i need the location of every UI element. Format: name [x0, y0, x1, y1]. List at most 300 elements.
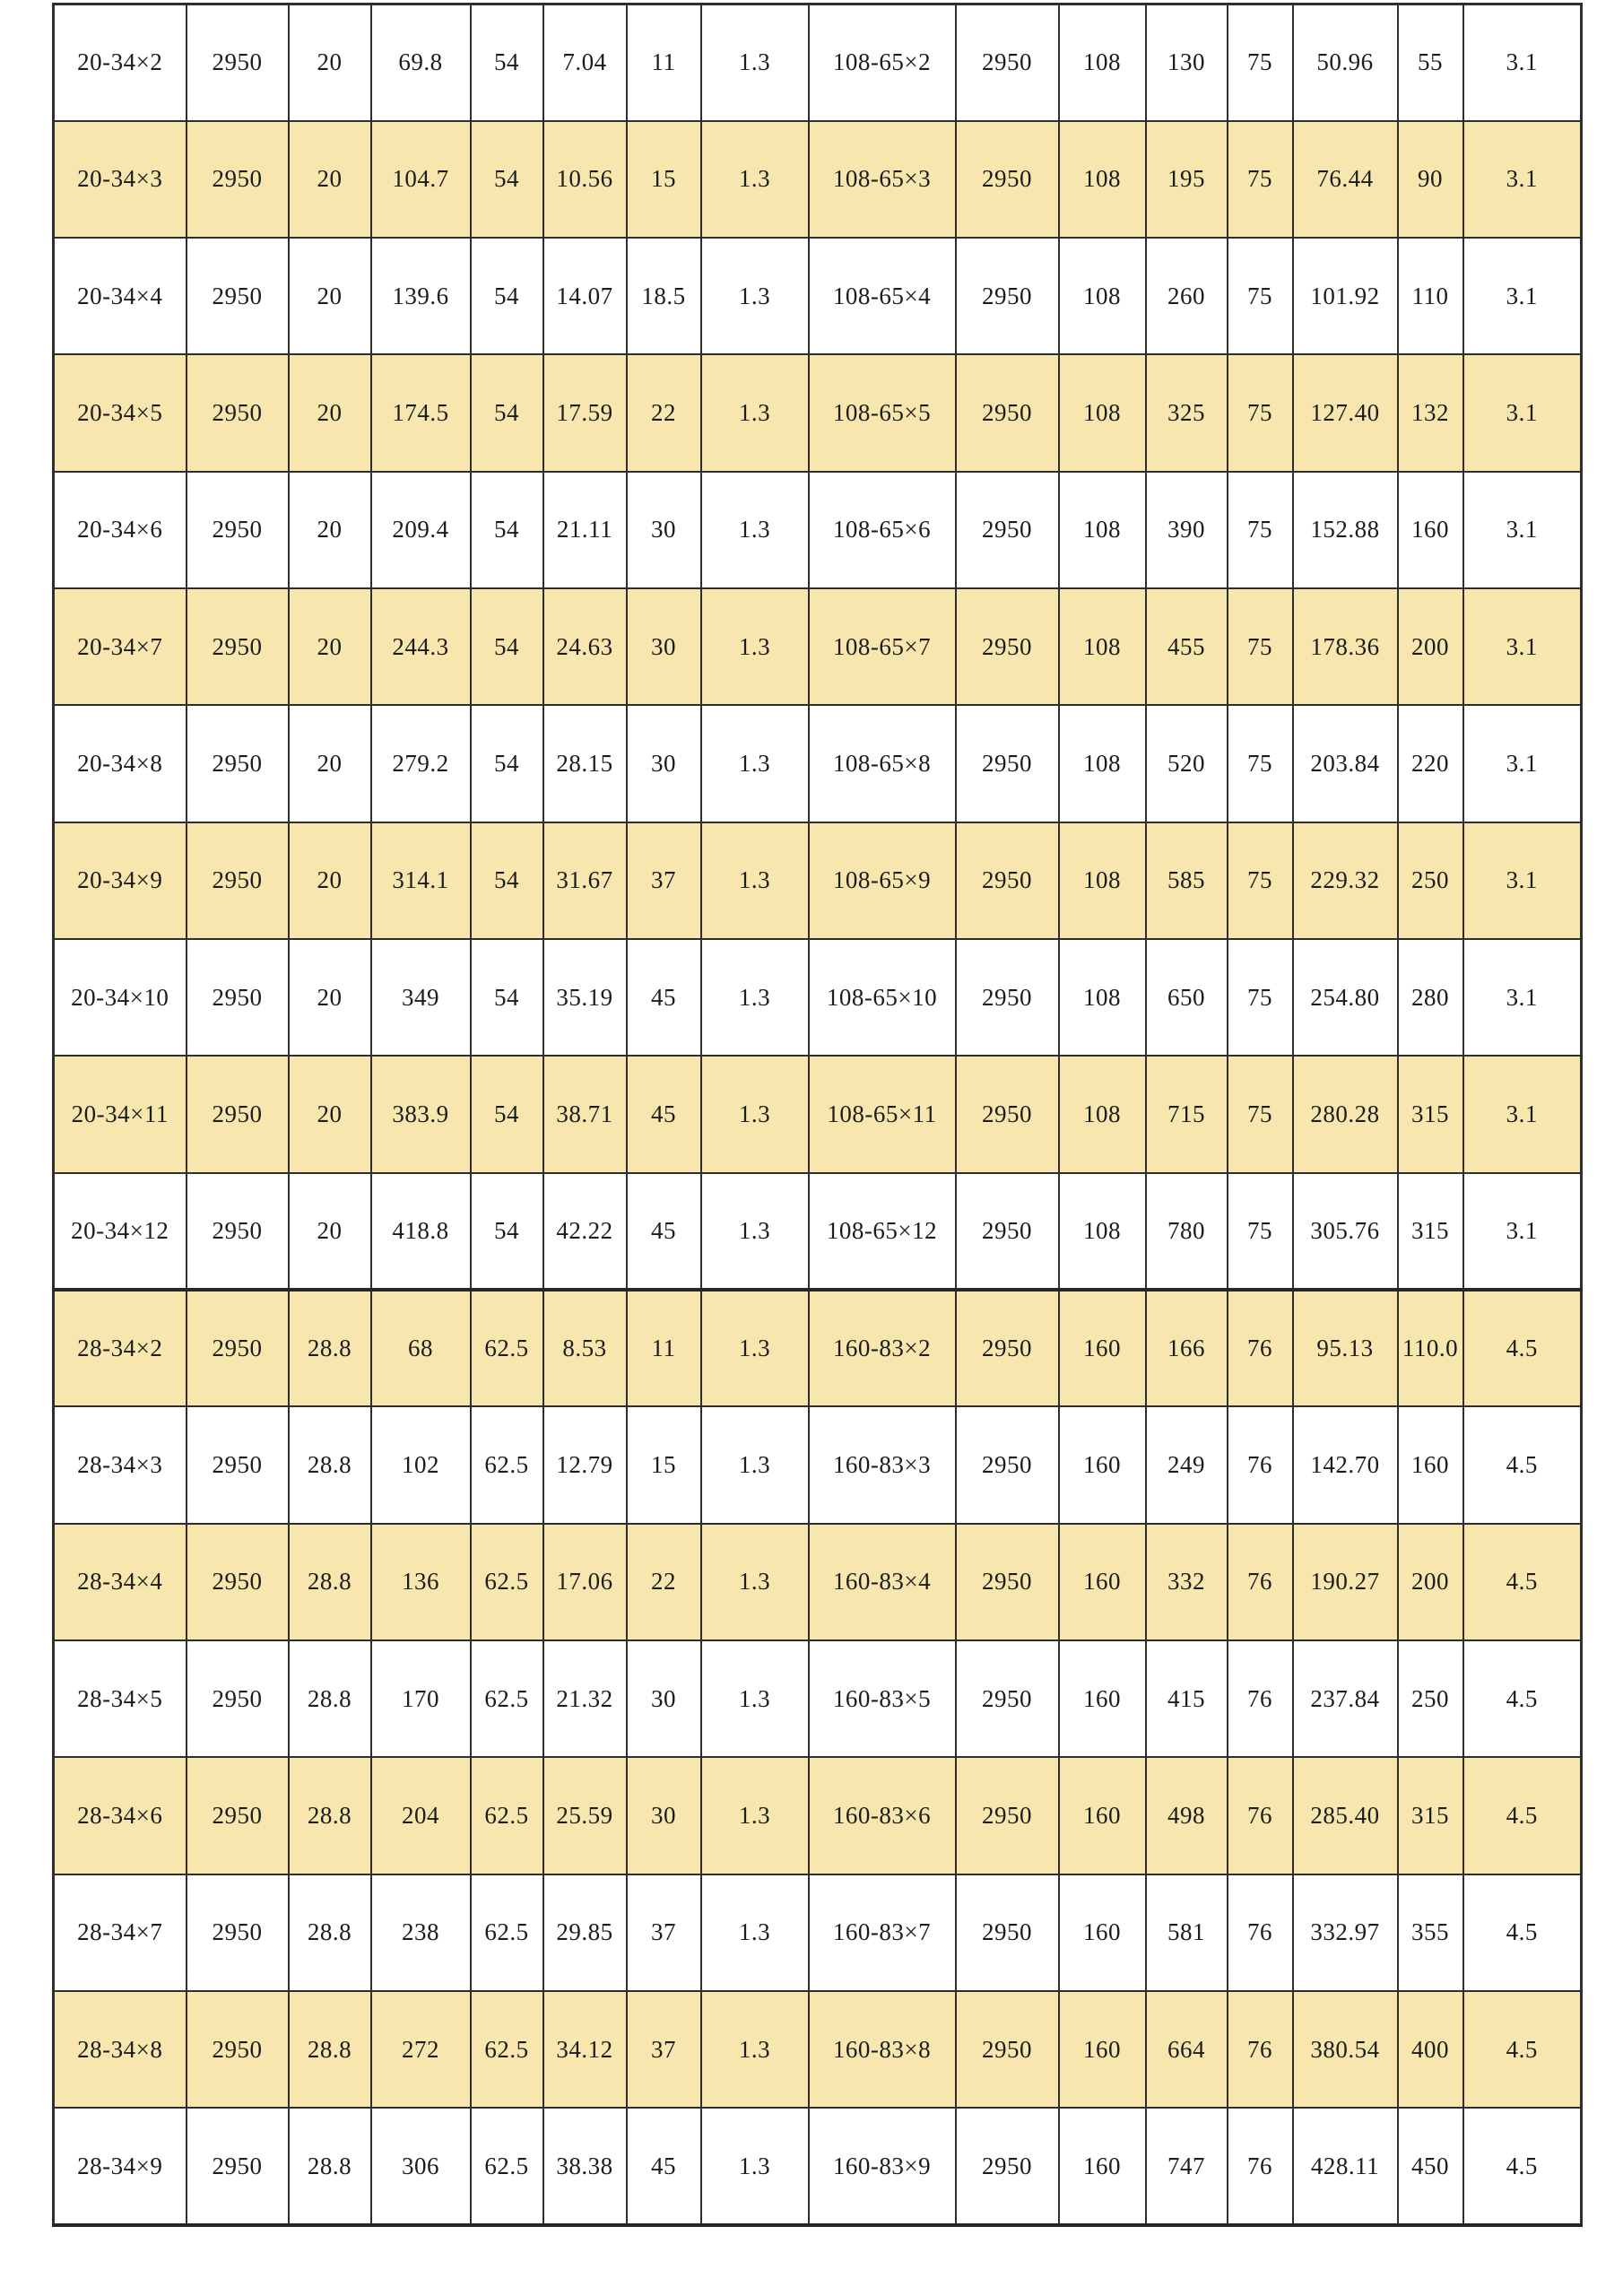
cell-pump-model: 20-34×3	[54, 121, 187, 238]
cell-value: 54	[471, 822, 543, 939]
cell-value: 585	[1146, 822, 1228, 939]
cell-value: 35.19	[543, 939, 627, 1056]
cell-value: 332	[1146, 1524, 1228, 1640]
cell-value: 75	[1228, 939, 1293, 1056]
cell-value: 130	[1146, 4, 1228, 121]
cell-value: 160	[1059, 1290, 1146, 1406]
cell-value: 76	[1228, 1640, 1293, 1757]
cell-value: 20	[289, 238, 371, 354]
cell-value: 20	[289, 121, 371, 238]
cell-pump-model: 20-34×11	[54, 1056, 187, 1172]
cell-value: 715	[1146, 1056, 1228, 1172]
cell-value: 108	[1059, 121, 1146, 238]
cell-value: 45	[627, 1056, 701, 1172]
table-row	[54, 939, 1582, 1056]
cell-value: 29.85	[543, 1874, 627, 1991]
cell-value: 581	[1146, 1874, 1228, 1991]
cell-value: 195	[1146, 121, 1228, 238]
pump-spec-table	[52, 3, 1583, 2227]
cell-value: 76	[1228, 1991, 1293, 2108]
cell-pump-model: 20-34×5	[54, 354, 187, 471]
cell-pump-model: 20-34×9	[54, 822, 187, 939]
table-row	[54, 1173, 1582, 1290]
cell-value: 20	[289, 4, 371, 121]
cell-value: 31.67	[543, 822, 627, 939]
cell-value: 305.76	[1293, 1173, 1398, 1290]
cell-value: 2950	[187, 1056, 289, 1172]
cell-value: 54	[471, 238, 543, 354]
cell-value: 21.11	[543, 472, 627, 588]
cell-value: 55	[1398, 4, 1463, 121]
cell-value: 76	[1228, 1524, 1293, 1640]
cell-value: 160	[1059, 1640, 1146, 1757]
cell-value: 62.5	[471, 1290, 543, 1406]
cell-pump-model: 28-34×2	[54, 1290, 187, 1406]
cell-value: 101.92	[1293, 238, 1398, 354]
cell-value: 383.9	[371, 1056, 471, 1172]
cell-pump-model: 108-65×2	[809, 4, 956, 121]
cell-value: 315	[1398, 1757, 1463, 1874]
cell-value: 1.3	[701, 238, 809, 354]
cell-value: 315	[1398, 1056, 1463, 1172]
cell-value: 3.1	[1463, 705, 1582, 822]
cell-value: 30	[627, 472, 701, 588]
cell-value: 75	[1228, 1056, 1293, 1172]
cell-value: 780	[1146, 1173, 1228, 1290]
table-row	[54, 1406, 1582, 1523]
cell-value: 1.3	[701, 1173, 809, 1290]
table-row	[54, 1524, 1582, 1640]
cell-value: 34.12	[543, 1991, 627, 2108]
table-row	[54, 588, 1582, 705]
cell-value: 102	[371, 1406, 471, 1523]
cell-value: 108	[1059, 1173, 1146, 1290]
cell-value: 285.40	[1293, 1757, 1398, 1874]
cell-value: 280	[1398, 939, 1463, 1056]
cell-value: 2950	[956, 1056, 1059, 1172]
cell-value: 272	[371, 1991, 471, 2108]
cell-value: 2950	[187, 121, 289, 238]
cell-value: 62.5	[471, 1524, 543, 1640]
cell-value: 160	[1059, 1991, 1146, 2108]
cell-value: 54	[471, 1173, 543, 1290]
cell-value: 2950	[187, 238, 289, 354]
cell-value: 3.1	[1463, 121, 1582, 238]
cell-value: 4.5	[1463, 1757, 1582, 1874]
cell-value: 238	[371, 1874, 471, 1991]
cell-value: 3.1	[1463, 1173, 1582, 1290]
cell-value: 325	[1146, 354, 1228, 471]
cell-value: 229.32	[1293, 822, 1398, 939]
cell-value: 2950	[187, 822, 289, 939]
cell-pump-model: 160-83×2	[809, 1290, 956, 1406]
cell-value: 108	[1059, 354, 1146, 471]
cell-value: 200	[1398, 1524, 1463, 1640]
cell-value: 38.38	[543, 2108, 627, 2225]
cell-value: 4.5	[1463, 1406, 1582, 1523]
cell-value: 1.3	[701, 939, 809, 1056]
cell-value: 15	[627, 121, 701, 238]
cell-value: 75	[1228, 238, 1293, 354]
cell-value: 1.3	[701, 1056, 809, 1172]
cell-value: 520	[1146, 705, 1228, 822]
cell-value: 418.8	[371, 1173, 471, 1290]
cell-value: 279.2	[371, 705, 471, 822]
cell-value: 4.5	[1463, 2108, 1582, 2225]
cell-value: 4.5	[1463, 1290, 1582, 1406]
cell-pump-model: 108-65×8	[809, 705, 956, 822]
cell-value: 1.3	[701, 822, 809, 939]
cell-value: 20	[289, 705, 371, 822]
cell-value: 76	[1228, 1406, 1293, 1523]
cell-value: 498	[1146, 1757, 1228, 1874]
cell-value: 20	[289, 1173, 371, 1290]
cell-value: 2950	[187, 1524, 289, 1640]
cell-value: 2950	[187, 1874, 289, 1991]
cell-value: 18.5	[627, 238, 701, 354]
cell-value: 22	[627, 354, 701, 471]
cell-value: 132	[1398, 354, 1463, 471]
cell-value: 62.5	[471, 1757, 543, 1874]
cell-pump-model: 20-34×2	[54, 4, 187, 121]
table-row	[54, 121, 1582, 238]
cell-value: 24.63	[543, 588, 627, 705]
cell-value: 3.1	[1463, 354, 1582, 471]
cell-value: 54	[471, 354, 543, 471]
cell-value: 160	[1059, 1406, 1146, 1523]
cell-value: 2950	[956, 4, 1059, 121]
cell-value: 174.5	[371, 354, 471, 471]
cell-value: 75	[1228, 705, 1293, 822]
cell-value: 1.3	[701, 4, 809, 121]
cell-pump-model: 160-83×5	[809, 1640, 956, 1757]
cell-value: 14.07	[543, 238, 627, 354]
table-row	[54, 354, 1582, 471]
table-row	[54, 472, 1582, 588]
cell-value: 108	[1059, 4, 1146, 121]
cell-value: 2950	[187, 1757, 289, 1874]
cell-value: 28.8	[289, 1757, 371, 1874]
cell-value: 127.40	[1293, 354, 1398, 471]
cell-value: 2950	[956, 705, 1059, 822]
cell-value: 204	[371, 1757, 471, 1874]
cell-value: 10.56	[543, 121, 627, 238]
cell-value: 3.1	[1463, 939, 1582, 1056]
cell-value: 349	[371, 939, 471, 1056]
cell-value: 160	[1398, 1406, 1463, 1523]
cell-value: 76	[1228, 2108, 1293, 2225]
cell-value: 650	[1146, 939, 1228, 1056]
cell-value: 260	[1146, 238, 1228, 354]
cell-value: 20	[289, 939, 371, 1056]
table-row	[54, 1640, 1582, 1757]
cell-value: 2950	[956, 1874, 1059, 1991]
table-row	[54, 1874, 1582, 1991]
cell-value: 254.80	[1293, 939, 1398, 1056]
cell-value: 30	[627, 1757, 701, 1874]
cell-value: 75	[1228, 588, 1293, 705]
cell-value: 37	[627, 822, 701, 939]
cell-pump-model: 108-65×5	[809, 354, 956, 471]
cell-value: 3.1	[1463, 1056, 1582, 1172]
cell-value: 2950	[956, 939, 1059, 1056]
cell-value: 2950	[956, 1173, 1059, 1290]
cell-value: 400	[1398, 1991, 1463, 2108]
cell-value: 108	[1059, 705, 1146, 822]
cell-pump-model: 108-65×7	[809, 588, 956, 705]
cell-value: 62.5	[471, 2108, 543, 2225]
cell-value: 190.27	[1293, 1524, 1398, 1640]
cell-value: 45	[627, 939, 701, 1056]
table-row	[54, 822, 1582, 939]
cell-value: 54	[471, 705, 543, 822]
cell-value: 2950	[187, 588, 289, 705]
cell-value: 110.0	[1398, 1290, 1463, 1406]
cell-value: 2950	[956, 1640, 1059, 1757]
cell-value: 2950	[956, 1757, 1059, 1874]
cell-value: 170	[371, 1640, 471, 1757]
cell-value: 244.3	[371, 588, 471, 705]
cell-value: 20	[289, 588, 371, 705]
cell-value: 747	[1146, 2108, 1228, 2225]
cell-value: 2950	[187, 939, 289, 1056]
cell-value: 160	[1398, 472, 1463, 588]
cell-value: 3.1	[1463, 588, 1582, 705]
cell-value: 200	[1398, 588, 1463, 705]
cell-value: 332.97	[1293, 1874, 1398, 1991]
cell-value: 62.5	[471, 1406, 543, 1523]
cell-value: 108	[1059, 822, 1146, 939]
cell-value: 415	[1146, 1640, 1228, 1757]
cell-value: 355	[1398, 1874, 1463, 1991]
cell-value: 75	[1228, 822, 1293, 939]
cell-value: 2950	[187, 354, 289, 471]
cell-pump-model: 108-65×3	[809, 121, 956, 238]
cell-value: 455	[1146, 588, 1228, 705]
cell-pump-model: 20-34×10	[54, 939, 187, 1056]
cell-value: 2950	[956, 588, 1059, 705]
cell-value: 76	[1228, 1757, 1293, 1874]
cell-value: 2950	[187, 2108, 289, 2225]
table-body	[54, 4, 1582, 2226]
cell-value: 30	[627, 588, 701, 705]
cell-pump-model: 108-65×10	[809, 939, 956, 1056]
cell-value: 104.7	[371, 121, 471, 238]
cell-value: 21.32	[543, 1640, 627, 1757]
cell-value: 12.79	[543, 1406, 627, 1523]
cell-value: 450	[1398, 2108, 1463, 2225]
cell-value: 108	[1059, 588, 1146, 705]
cell-value: 28.8	[289, 1991, 371, 2108]
cell-value: 30	[627, 1640, 701, 1757]
cell-value: 2950	[956, 1290, 1059, 1406]
cell-value: 95.13	[1293, 1290, 1398, 1406]
cell-value: 166	[1146, 1290, 1228, 1406]
cell-value: 2950	[187, 1173, 289, 1290]
cell-pump-model: 28-34×4	[54, 1524, 187, 1640]
cell-value: 1.3	[701, 1640, 809, 1757]
cell-value: 2950	[956, 1524, 1059, 1640]
cell-pump-model: 108-65×4	[809, 238, 956, 354]
cell-value: 390	[1146, 472, 1228, 588]
cell-value: 3.1	[1463, 4, 1582, 121]
cell-pump-model: 108-65×11	[809, 1056, 956, 1172]
cell-value: 75	[1228, 121, 1293, 238]
cell-pump-model: 28-34×7	[54, 1874, 187, 1991]
cell-value: 1.3	[701, 1406, 809, 1523]
cell-value: 8.53	[543, 1290, 627, 1406]
cell-value: 315	[1398, 1173, 1463, 1290]
cell-value: 15	[627, 1406, 701, 1523]
cell-value: 20	[289, 472, 371, 588]
cell-value: 37	[627, 1874, 701, 1991]
cell-value: 1.3	[701, 472, 809, 588]
cell-value: 1.3	[701, 588, 809, 705]
cell-value: 1.3	[701, 2108, 809, 2225]
cell-pump-model: 28-34×6	[54, 1757, 187, 1874]
cell-value: 380.54	[1293, 1991, 1398, 2108]
cell-value: 160	[1059, 2108, 1146, 2225]
cell-value: 76	[1228, 1874, 1293, 1991]
cell-value: 3.1	[1463, 238, 1582, 354]
cell-pump-model: 28-34×9	[54, 2108, 187, 2225]
cell-value: 75	[1228, 472, 1293, 588]
cell-value: 28.8	[289, 1524, 371, 1640]
cell-value: 110	[1398, 238, 1463, 354]
cell-value: 20	[289, 1056, 371, 1172]
cell-value: 4.5	[1463, 1874, 1582, 1991]
cell-pump-model: 160-83×7	[809, 1874, 956, 1991]
cell-value: 62.5	[471, 1991, 543, 2108]
cell-pump-model: 108-65×9	[809, 822, 956, 939]
cell-value: 38.71	[543, 1056, 627, 1172]
cell-value: 306	[371, 2108, 471, 2225]
table-row	[54, 1991, 1582, 2108]
table-row	[54, 705, 1582, 822]
table-row	[54, 1757, 1582, 1874]
cell-value: 1.3	[701, 1991, 809, 2108]
cell-value: 45	[627, 2108, 701, 2225]
cell-value: 62.5	[471, 1640, 543, 1757]
cell-value: 54	[471, 121, 543, 238]
cell-value: 30	[627, 705, 701, 822]
cell-value: 2950	[187, 705, 289, 822]
cell-value: 45	[627, 1173, 701, 1290]
cell-value: 75	[1228, 354, 1293, 471]
cell-value: 664	[1146, 1991, 1228, 2108]
cell-value: 54	[471, 939, 543, 1056]
cell-value: 20	[289, 354, 371, 471]
cell-value: 142.70	[1293, 1406, 1398, 1523]
cell-value: 139.6	[371, 238, 471, 354]
cell-value: 28.8	[289, 1290, 371, 1406]
cell-value: 1.3	[701, 121, 809, 238]
cell-value: 2950	[956, 1991, 1059, 2108]
cell-pump-model: 20-34×4	[54, 238, 187, 354]
cell-value: 160	[1059, 1874, 1146, 1991]
cell-value: 2950	[956, 472, 1059, 588]
cell-value: 2950	[187, 1640, 289, 1757]
cell-pump-model: 160-83×8	[809, 1991, 956, 2108]
cell-value: 2950	[187, 1290, 289, 1406]
cell-value: 2950	[956, 354, 1059, 471]
cell-value: 54	[471, 4, 543, 121]
cell-value: 220	[1398, 705, 1463, 822]
cell-pump-model: 108-65×12	[809, 1173, 956, 1290]
cell-value: 2950	[187, 1991, 289, 2108]
cell-value: 4.5	[1463, 1640, 1582, 1757]
cell-pump-model: 20-34×12	[54, 1173, 187, 1290]
cell-value: 54	[471, 1056, 543, 1172]
cell-value: 108	[1059, 1056, 1146, 1172]
cell-value: 28.15	[543, 705, 627, 822]
cell-value: 160	[1059, 1524, 1146, 1640]
cell-value: 37	[627, 1991, 701, 2108]
cell-pump-model: 28-34×3	[54, 1406, 187, 1523]
cell-value: 1.3	[701, 705, 809, 822]
table-row	[54, 238, 1582, 354]
cell-pump-model: 160-83×9	[809, 2108, 956, 2225]
cell-value: 108	[1059, 472, 1146, 588]
cell-value: 108	[1059, 939, 1146, 1056]
cell-value: 2950	[187, 1406, 289, 1523]
cell-value: 75	[1228, 1173, 1293, 1290]
cell-value: 1.3	[701, 1524, 809, 1640]
cell-pump-model: 20-34×7	[54, 588, 187, 705]
cell-value: 2950	[956, 2108, 1059, 2225]
cell-value: 42.22	[543, 1173, 627, 1290]
cell-value: 28.8	[289, 2108, 371, 2225]
cell-value: 250	[1398, 1640, 1463, 1757]
cell-value: 3.1	[1463, 472, 1582, 588]
cell-value: 1.3	[701, 1874, 809, 1991]
cell-value: 2950	[956, 822, 1059, 939]
cell-value: 178.36	[1293, 588, 1398, 705]
cell-value: 1.3	[701, 354, 809, 471]
cell-value: 7.04	[543, 4, 627, 121]
cell-value: 62.5	[471, 1874, 543, 1991]
cell-value: 69.8	[371, 4, 471, 121]
table-row	[54, 1290, 1582, 1406]
cell-value: 28.8	[289, 1874, 371, 1991]
cell-value: 250	[1398, 822, 1463, 939]
cell-value: 11	[627, 1290, 701, 1406]
cell-value: 108	[1059, 238, 1146, 354]
cell-value: 3.1	[1463, 822, 1582, 939]
cell-pump-model: 160-83×3	[809, 1406, 956, 1523]
cell-value: 280.28	[1293, 1056, 1398, 1172]
cell-value: 1.3	[701, 1290, 809, 1406]
cell-pump-model: 28-34×5	[54, 1640, 187, 1757]
cell-value: 203.84	[1293, 705, 1398, 822]
cell-value: 4.5	[1463, 1524, 1582, 1640]
cell-value: 160	[1059, 1757, 1146, 1874]
cell-value: 90	[1398, 121, 1463, 238]
table-row	[54, 2108, 1582, 2225]
cell-value: 17.59	[543, 354, 627, 471]
cell-value: 11	[627, 4, 701, 121]
cell-value: 4.5	[1463, 1991, 1582, 2108]
table-row	[54, 1056, 1582, 1172]
cell-pump-model: 28-34×8	[54, 1991, 187, 2108]
cell-pump-model: 108-65×6	[809, 472, 956, 588]
cell-value: 314.1	[371, 822, 471, 939]
cell-value: 152.88	[1293, 472, 1398, 588]
cell-value: 22	[627, 1524, 701, 1640]
cell-value: 75	[1228, 4, 1293, 121]
cell-value: 54	[471, 472, 543, 588]
cell-value: 209.4	[371, 472, 471, 588]
